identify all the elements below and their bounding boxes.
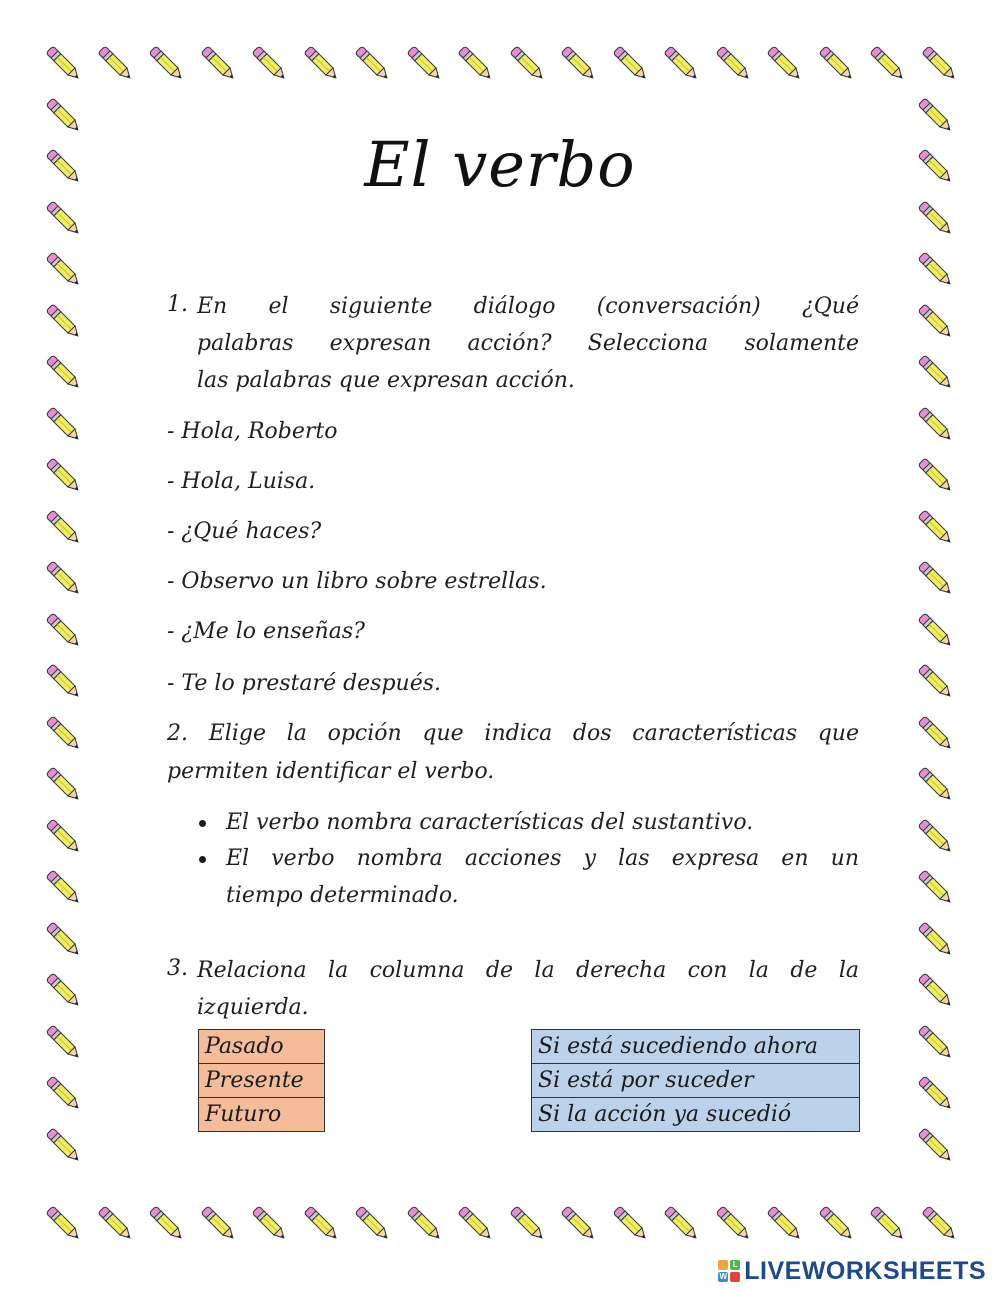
pencil-icon — [912, 1070, 958, 1116]
pencil-icon — [40, 298, 86, 344]
pencil-icon — [195, 40, 241, 86]
pencil-icon — [349, 40, 395, 86]
dialogue-line[interactable]: - Te lo prestaré después. — [167, 671, 442, 696]
pencil-icon — [40, 761, 86, 807]
pencil-icon — [401, 40, 447, 86]
dialogue-line[interactable]: - Hola, Roberto — [167, 419, 338, 444]
pencil-icon — [710, 40, 756, 86]
question-2-line-2: permiten identificar el verbo. — [167, 759, 495, 784]
pencil-icon — [246, 40, 292, 86]
pencil-icon — [195, 1200, 241, 1246]
pencil-icon — [143, 1200, 189, 1246]
pencil-icon — [912, 761, 958, 807]
pencil-icon — [813, 1200, 859, 1246]
pencil-icon — [246, 1200, 292, 1246]
pencil-icon — [912, 555, 958, 601]
pencil-icon — [555, 40, 601, 86]
pencil-icon — [607, 40, 653, 86]
pencil-icon — [40, 504, 86, 550]
pencil-icon — [40, 1019, 86, 1065]
pencil-icon — [452, 1200, 498, 1246]
pencil-icon — [40, 1122, 86, 1168]
pencil-icon — [40, 1070, 86, 1116]
dialogue-line[interactable]: - ¿Me lo enseñas? — [167, 619, 365, 644]
pencil-icon — [813, 40, 859, 86]
pencil-icon — [912, 1019, 958, 1065]
pencil-icon — [40, 813, 86, 859]
pencil-icon — [658, 40, 704, 86]
question-3-number: 3. — [167, 956, 188, 981]
pencil-icon — [912, 1122, 958, 1168]
pencil-icon — [912, 504, 958, 550]
pencil-icon — [40, 349, 86, 395]
pencil-icon — [912, 349, 958, 395]
dialogue-line[interactable]: - Observo un libro sobre estrellas. — [167, 569, 547, 594]
right-cell-1[interactable]: Si está sucediendo ahora — [532, 1030, 860, 1064]
bullet-icon — [199, 856, 206, 863]
pencil-icon — [912, 813, 958, 859]
pencil-icon — [40, 710, 86, 756]
question-2-line-1: 2. Elige la opción que indica dos características que — [167, 721, 859, 746]
question-1-line-1: En el siguiente diálogo (conversación) ¿Qué — [197, 294, 859, 319]
pencil-icon — [349, 1200, 395, 1246]
pencil-icon — [912, 246, 958, 292]
page-title: El verbo — [364, 128, 636, 201]
pencil-icon — [40, 967, 86, 1013]
pencil-icon — [298, 40, 344, 86]
pencil-icon — [504, 1200, 550, 1246]
pencil-icon — [912, 864, 958, 910]
option-2-line-2[interactable]: tiempo determinado. — [226, 883, 459, 908]
pencil-icon — [40, 401, 86, 447]
question-1-number: 1. — [167, 292, 188, 317]
pencil-icon — [40, 1200, 86, 1246]
pencil-icon — [916, 40, 962, 86]
pencil-icon — [92, 1200, 138, 1246]
pencil-icon — [40, 246, 86, 292]
pencil-icon — [401, 1200, 447, 1246]
pencil-icon — [864, 40, 910, 86]
pencil-icon — [912, 658, 958, 704]
pencil-icon — [916, 1200, 962, 1246]
right-cell-2[interactable]: Si está por suceder — [532, 1064, 860, 1098]
pencil-icon — [504, 40, 550, 86]
left-column-table — [198, 1029, 325, 1132]
pencil-icon — [658, 1200, 704, 1246]
question-3-line-2: izquierda. — [197, 995, 309, 1020]
dialogue-line[interactable]: - Hola, Luisa. — [167, 469, 316, 494]
pencil-icon — [40, 40, 86, 86]
pencil-icon — [864, 1200, 910, 1246]
pencil-icon — [40, 452, 86, 498]
option-1[interactable]: El verbo nombra características del sustantivo. — [226, 810, 754, 835]
pencil-icon — [761, 1200, 807, 1246]
question-3-line-1: Relaciona la columna de la derecha con la de la — [197, 958, 859, 983]
question-1-line-2: palabras expresan acción? Selecciona solamente — [197, 331, 859, 356]
pencil-icon — [912, 298, 958, 344]
pencil-icon — [607, 1200, 653, 1246]
pencil-icon — [40, 864, 86, 910]
right-cell-3[interactable]: Si la acción ya sucedió — [532, 1098, 860, 1132]
pencil-icon — [912, 195, 958, 241]
left-cell-futuro[interactable]: Futuro — [199, 1098, 325, 1132]
left-cell-pasado[interactable]: Pasado — [199, 1030, 325, 1064]
pencil-icon — [912, 401, 958, 447]
pencil-icon — [452, 40, 498, 86]
pencil-icon — [710, 1200, 756, 1246]
pencil-icon — [298, 1200, 344, 1246]
pencil-icon — [40, 916, 86, 962]
right-column-table — [531, 1029, 860, 1132]
pencil-icon — [912, 607, 958, 653]
pencil-icon — [912, 710, 958, 756]
pencil-icon — [40, 607, 86, 653]
pencil-icon — [40, 658, 86, 704]
dialogue-line[interactable]: - ¿Qué haces? — [167, 519, 322, 544]
pencil-icon — [143, 40, 189, 86]
pencil-icon — [92, 40, 138, 86]
pencil-icon — [912, 916, 958, 962]
liveworksheets-brand — [718, 1257, 986, 1285]
pencil-icon — [912, 967, 958, 1013]
pencil-icon — [761, 40, 807, 86]
liveworksheets-logo-icon: L W — [718, 1260, 740, 1282]
pencil-icon — [555, 1200, 601, 1246]
left-cell-presente[interactable]: Presente — [199, 1064, 325, 1098]
option-2-line-1[interactable]: El verbo nombra acciones y las expresa en un — [226, 846, 859, 871]
bullet-icon — [199, 820, 206, 827]
brand-name: LIVEWORKSHEETS — [744, 1256, 986, 1285]
pencil-icon — [40, 555, 86, 601]
pencil-icon — [40, 195, 86, 241]
question-1-line-3: las palabras que expresan acción. — [197, 368, 575, 393]
pencil-icon — [912, 452, 958, 498]
